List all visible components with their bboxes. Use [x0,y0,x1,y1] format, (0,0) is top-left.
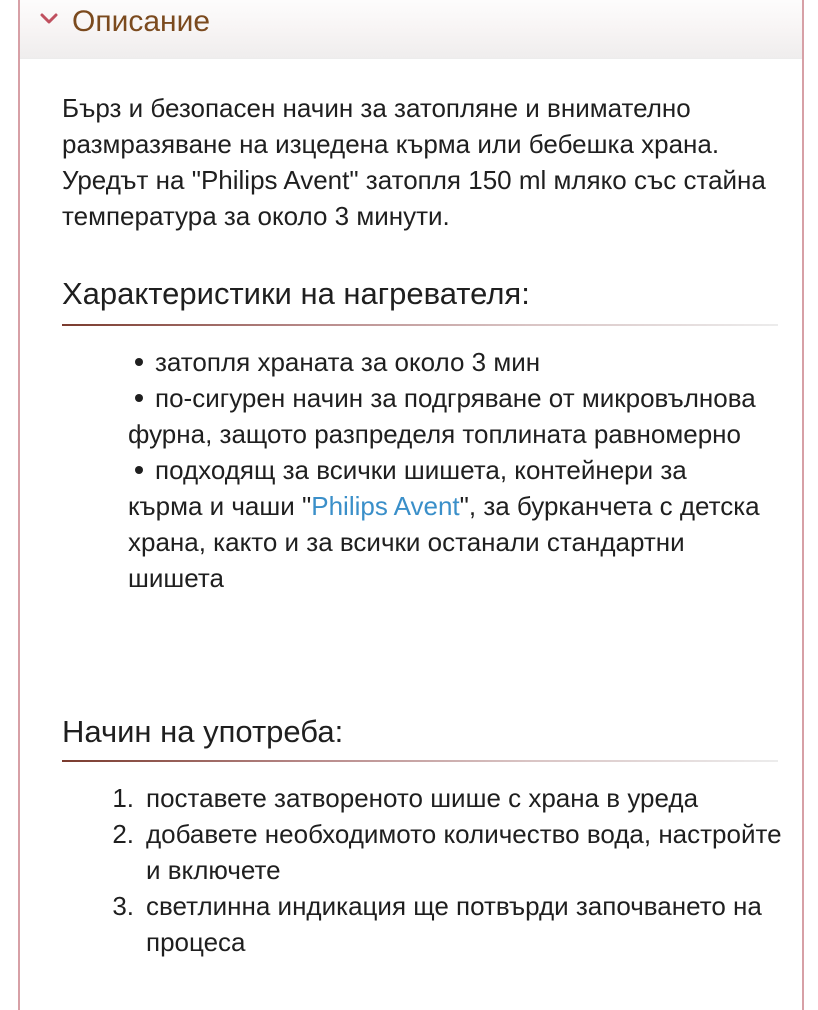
list-item [102,888,782,960]
intro-paragraph: Бърз и безопасен начин за затопляне и внимателно размразяване на изцедена кърма или бебешка храна. Уредът на "Philips Avent" затопля 150 ml мляко със стайна температура за около 3 минути. [62,93,766,231]
list-item [102,780,782,816]
usage-divider [62,760,778,762]
features-divider [62,324,778,326]
philips-avent-link[interactable]: Philips Avent [311,491,460,521]
panel-title[interactable]: Описание [72,5,211,38]
feature-text: по-сигурен начин за подгряване от микровълнова фурна, защото разпределя топлината равномерно [128,383,756,449]
description-panel [18,0,804,1010]
usage-heading: Начин на употреба: [62,714,344,749]
feature-text: затопля храната за около 3 мин [155,347,541,377]
feature-text-before-link: подходящ за всички шишета, контейнери за кърма и чаши " [128,455,687,521]
step-number: 1. [112,783,134,813]
bullet-icon [135,358,143,366]
step-text: светлинна индикация ще потвърди започването на процеса [146,891,762,957]
bullet-icon [135,466,143,474]
list-item [102,816,782,888]
features-heading: Характеристики на нагревателя: [62,276,530,311]
step-number: 2. [112,819,134,849]
step-text: поставете затвореното шише с храна в уреда [146,783,699,813]
step-number: 3. [112,891,134,921]
list-item [128,452,768,596]
list-item [128,380,768,452]
list-item [128,344,768,380]
description-panel-header[interactable] [20,0,802,59]
feature-text-after-link: ", за бурканчета с детска храна, както и за всички останали стандартни шишета [128,491,760,593]
bullet-icon [135,394,143,402]
features-list [128,344,768,596]
step-text: добавете необходимото количество вода, настройте и включете [146,819,782,885]
usage-steps-list [102,780,782,960]
chevron-down-icon[interactable] [39,12,59,26]
